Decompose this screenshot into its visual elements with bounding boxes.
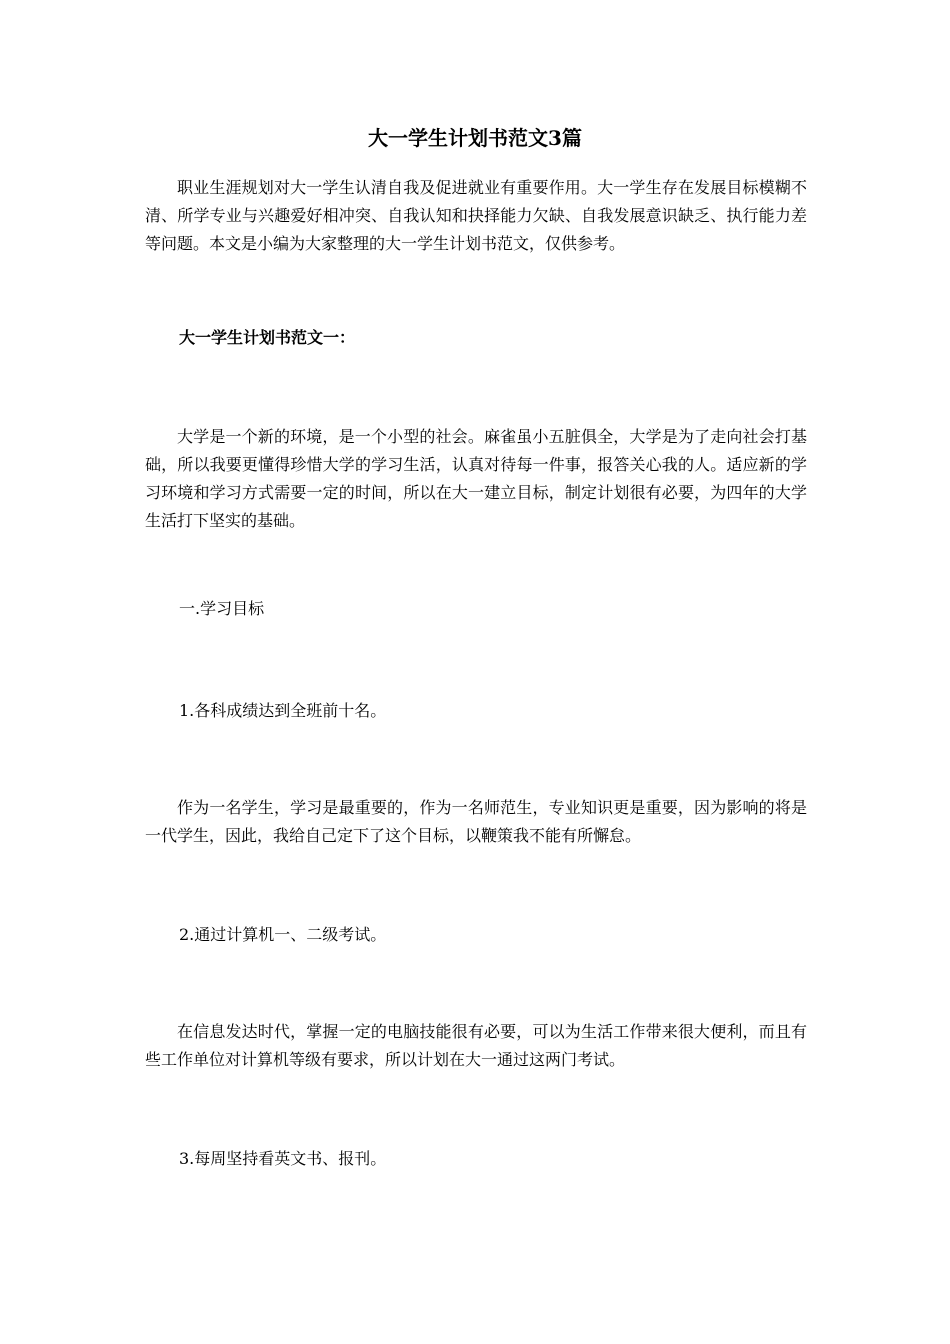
intro-paragraph: 职业生涯规划对大一学生认清自我及促进就业有重要作用。大一学生存在发展目标模糊不清、所学专业与兴趣爱好相冲突、自我认知和抉择能力欠缺、自我发展意识缺乏、执行能力差等问题。本文是小编为大家整理的大一学生计划书范文，仅供参考。 — [145, 178, 807, 253]
list-item-3: 3.每周坚持看英文书、报刊。 — [179, 1149, 387, 1168]
list-item-2: 2.通过计算机一、二级考试。 — [179, 925, 387, 944]
list-item-1: 1.各科成绩达到全班前十名。 — [179, 701, 387, 720]
document-title: 大一学生计划书范文3篇 — [368, 126, 582, 150]
list-item-2-text: 在信息发达时代，掌握一定的电脑技能很有必要，可以为生活工作带来很大便利，而且有些工作单位对计算机等级有要求，所以计划在大一通过这两门考试。 — [145, 1022, 807, 1069]
list-item-1-text: 作为一名学生，学习是最重要的，作为一名师范生，专业知识更是重要，因为影响的将是一代学生，因此，我给自己定下了这个目标，以鞭策我不能有所懈怠。 — [145, 798, 807, 845]
goal-heading: 一.学习目标 — [179, 599, 265, 618]
section-paragraph: 大学是一个新的环境，是一个小型的社会。麻雀虽小五脏俱全，大学是为了走向社会打基础，所以我要更懂得珍惜大学的学习生活，认真对待每一件事，报答关心我的人。适应新的学习环境和学习方式需要一定的时间，所以在大一建立目标，制定计划很有必要，为四年的大学生活打下坚实的基础。 — [145, 427, 807, 530]
section-heading: 大一学生计划书范文一： — [179, 328, 356, 347]
